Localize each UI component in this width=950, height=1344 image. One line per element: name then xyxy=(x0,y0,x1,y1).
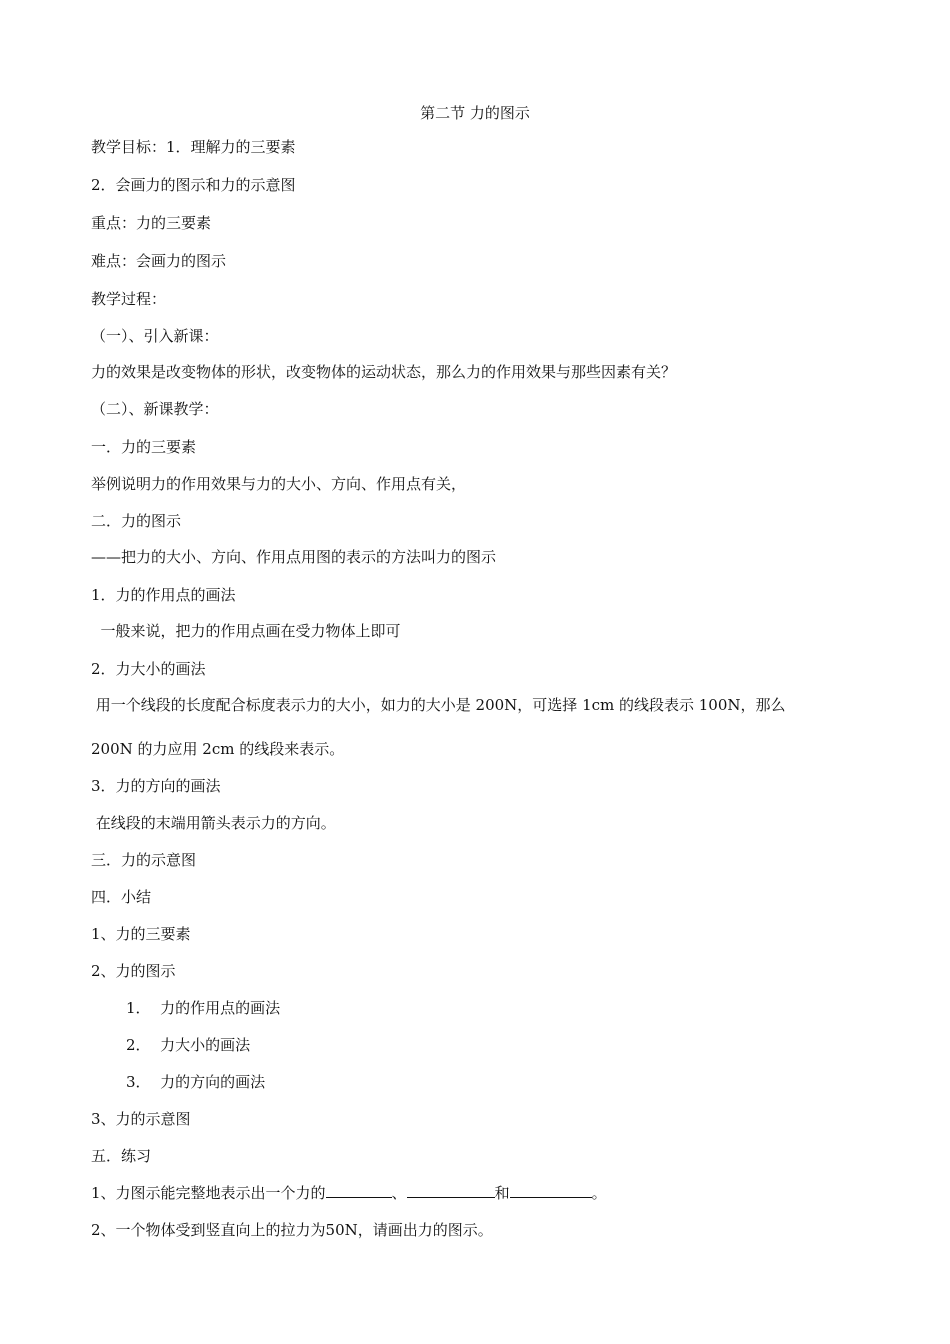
teaching-goal-line-2: 2．会画力的图示和力的示意图 xyxy=(91,176,296,194)
section-2-heading: 二．力的图示 xyxy=(91,512,182,530)
point-1-text: 一般来说，把力的作用点画在受力物体上即可 xyxy=(91,622,401,640)
exercise-2: 2、一个物体受到竖直向上的拉力为50N，请画出力的图示。 xyxy=(91,1221,493,1239)
summary-item-1: 1、力的三要素 xyxy=(91,925,191,943)
key-point-line: 重点：力的三要素 xyxy=(91,214,212,232)
exercise-1-separator-1: 、 xyxy=(391,1184,407,1202)
section-1-heading: 一．力的三要素 xyxy=(91,438,197,456)
new-lesson-heading: （二）、新课教学： xyxy=(91,400,219,418)
section-2-definition: ——把力的大小、方向、作用点用图的表示的方法叫力的图示 xyxy=(91,548,497,566)
summary-subitem-2: 2． 力大小的画法 xyxy=(126,1036,251,1054)
intro-heading: （一）、引入新课： xyxy=(91,327,219,345)
section-5-heading: 五．练习 xyxy=(91,1147,152,1165)
page-title: 第二节 力的图示 xyxy=(420,104,530,122)
answer-blank-2[interactable] xyxy=(407,1183,495,1198)
exercise-1 xyxy=(91,1183,607,1203)
point-2-heading: 2．力大小的画法 xyxy=(91,660,206,678)
summary-subitem-3: 3． 力的方向的画法 xyxy=(126,1073,266,1091)
intro-text: 力的效果是改变物体的形状，改变物体的运动状态，那么力的作用效果与那些因素有关？ xyxy=(91,363,677,381)
exercise-1-separator-2: 和 xyxy=(494,1184,510,1202)
point-3-heading: 3．力的方向的画法 xyxy=(91,777,221,795)
point-1-heading: 1．力的作用点的画法 xyxy=(91,586,236,604)
section-1-text: 举例说明力的作用效果与力的大小、方向、作用点有关， xyxy=(91,475,467,493)
exercise-1-text: 1、力图示能完整地表示出一个力的 xyxy=(91,1184,326,1202)
process-heading: 教学过程： xyxy=(91,290,167,308)
point-3-text: 在线段的末端用箭头表示力的方向。 xyxy=(91,814,336,832)
point-2-text-line-1: 用一个线段的长度配合标度表示力的大小，如力的大小是 200N，可选择 1cm 的线段表示 100N，那么 xyxy=(91,696,786,714)
exercise-1-end: 。 xyxy=(591,1184,607,1202)
teaching-goal-line: 教学目标：1．理解力的三要素 xyxy=(91,138,296,156)
section-4-heading: 四．小结 xyxy=(91,888,152,906)
answer-blank-1[interactable] xyxy=(326,1183,392,1198)
difficulty-line: 难点：会画力的图示 xyxy=(91,252,227,270)
point-2-text-line-2: 200N 的力应用 2cm 的线段来表示。 xyxy=(91,740,345,758)
summary-subitem-1: 1． 力的作用点的画法 xyxy=(126,999,281,1017)
answer-blank-3[interactable] xyxy=(510,1183,592,1198)
summary-item-2: 2、力的图示 xyxy=(91,962,176,980)
section-3-heading: 三．力的示意图 xyxy=(91,851,197,869)
summary-item-3: 3、力的示意图 xyxy=(91,1110,191,1128)
